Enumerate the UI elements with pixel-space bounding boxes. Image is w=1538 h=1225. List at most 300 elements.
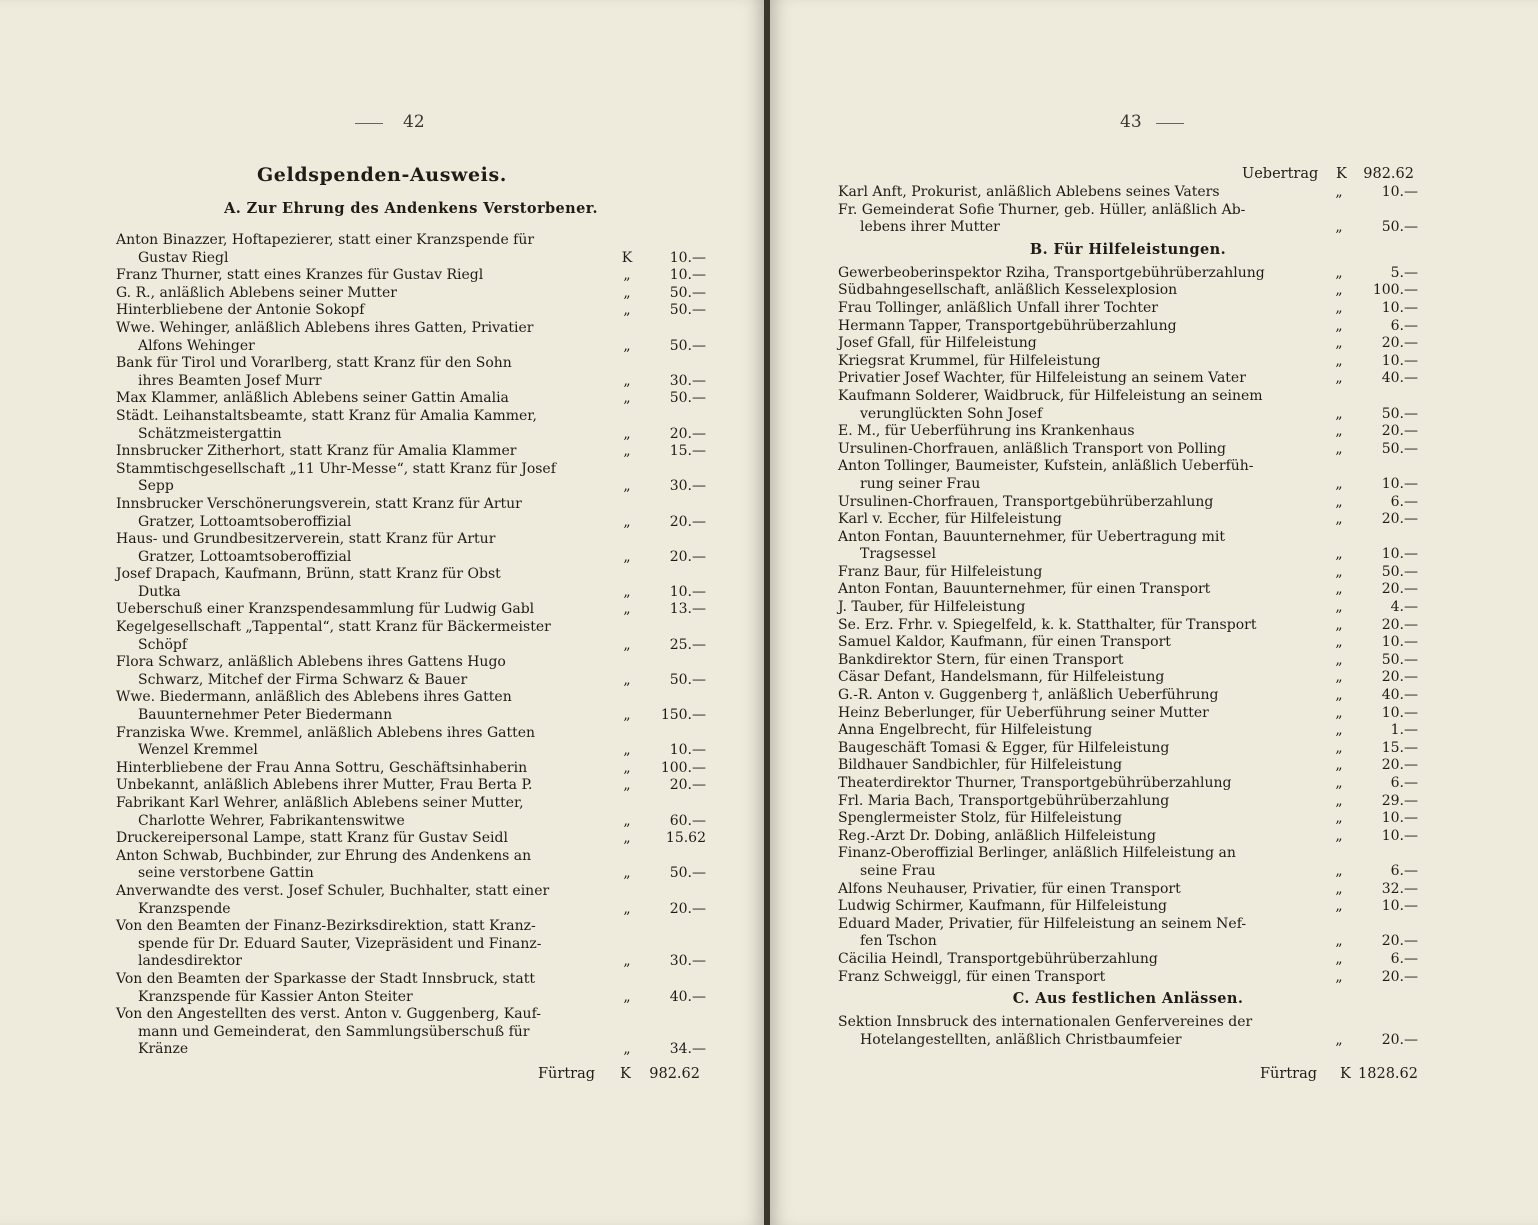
donation-amount: 6.— [1390,775,1418,791]
donation-entry [838,599,1418,617]
subtotal-amount: 1828.62 [1358,1066,1418,1082]
donation-amount: 50.— [669,337,706,354]
currency-mark: „ [623,601,631,618]
currency-mark: „ [1335,440,1343,457]
donation-entry [838,388,1418,423]
currency-mark: „ [1335,423,1343,440]
donation-amount: 50.— [669,865,706,882]
donation-amount: 50.— [1381,405,1418,422]
donation-amount: 20.— [1381,511,1418,528]
donor-text: Ludwig Schirmer, Kaufmann, für Hilfeleistung [838,898,1167,915]
currency-mark: „ [623,900,631,917]
donation-amount: 150.— [660,707,706,724]
currency-mark: „ [1335,898,1343,915]
donor-text-continued: Dutka [138,583,181,600]
currency-mark: „ [1335,880,1343,897]
donation-amount: 6.— [1390,317,1418,334]
currency-mark: „ [1335,1031,1343,1048]
donor-text: Franziska Wwe. Kremmel, anläßlich Ablebens ihres Gatten [116,724,536,741]
donation-amount: 34.— [669,1041,706,1058]
currency-mark: „ [623,1041,631,1058]
donor-text: Anna Engelbrecht, für Hilfeleistung [838,722,1093,739]
donation-entry [838,458,1418,493]
donor-text: Privatier Josef Wachter, für Hilfeleistung an seinem Vater [838,370,1246,387]
donor-text: Ursulinen-Chorfrauen, anläßlich Transport von Polling [838,440,1227,457]
donation-entry [116,390,706,408]
donor-text-continued: Bauunternehmer Peter Biedermann [138,707,393,724]
section-c-heading: C. Aus festlichen Anlässen. [1012,990,1244,1008]
subtotal-currency: K [1340,1066,1351,1082]
donor-text-continued: Kranzspende für Kassier Anton Steiter [138,988,413,1005]
donation-amount: 32.— [1381,880,1418,897]
currency-mark: „ [623,284,631,301]
donation-entry [116,883,706,918]
donor-text: Franz Schweiggl, für einen Transport [838,968,1106,985]
donation-amount: 15.— [669,443,706,460]
left-subtotal [520,1066,706,1086]
donation-amount: 50.— [669,390,706,407]
donation-amount: 10.— [1381,634,1418,651]
donation-entry [838,511,1418,529]
donor-text: Samuel Kaldor, Kaufmann, für einen Transport [838,634,1171,651]
carry-currency: K [1336,166,1347,182]
donation-amount: 4.— [1390,599,1418,616]
subtotal-amount: 982.62 [649,1066,700,1082]
donation-entry [838,335,1418,353]
donor-text: G. R., anläßlich Ablebens seiner Mutter [116,284,397,301]
donor-text-continued: seine verstorbene Gattin [138,865,314,882]
donor-text: Hinterbliebene der Frau Anna Sottru, Geschäftsinhaberin [116,759,528,776]
currency-mark: „ [1335,616,1343,633]
donation-amount: 20.— [1381,968,1418,985]
currency-mark: „ [623,443,631,460]
currency-mark: „ [1335,581,1343,598]
donor-text-continued: fen Tschon [860,933,937,950]
currency-mark: „ [1335,563,1343,580]
donation-amount: 30.— [669,372,706,389]
currency-mark: „ [1335,299,1343,316]
donor-text: Bankdirektor Stern, für einen Transport [838,651,1124,668]
donor-text-continued: Kranzspende [138,900,231,917]
donor-text: Eduard Mader, Privatier, für Hilfeleistung an seinem Nef- [838,915,1247,932]
currency-mark: „ [623,759,631,776]
currency-mark: „ [1335,599,1343,616]
left-page-number: 42 [403,112,425,132]
page-number-dash [355,123,383,124]
donation-entry [838,282,1418,300]
currency-mark: „ [1335,704,1343,721]
currency-mark: „ [1335,862,1343,879]
donation-amount: 50.— [1381,651,1418,668]
donation-amount: 10.— [1381,827,1418,844]
donation-entry [838,300,1418,318]
right-donation-list [838,184,1418,1049]
donation-amount: 100.— [1372,282,1418,299]
currency-mark: „ [1335,184,1343,200]
currency-mark: „ [623,830,631,847]
donor-text: Von den Angestellten des verst. Anton v. Guggenberg, Kauf- [116,1006,541,1023]
currency-mark: „ [623,583,631,600]
currency-mark: „ [1335,219,1343,236]
donor-text: Sektion Innsbruck des internationalen Genfervereines der [838,1014,1253,1031]
currency-mark: „ [623,513,631,530]
currency-mark: „ [1335,775,1343,791]
donation-amount: 50.— [1381,563,1418,580]
donation-amount: 10.— [1381,352,1418,369]
currency-mark: „ [1335,282,1343,299]
currency-mark: „ [1335,317,1343,334]
donor-text: J. Tauber, für Hilfeleistung [838,599,1026,616]
donation-entry [116,725,706,760]
currency-mark: „ [1335,687,1343,704]
donor-text: Bank für Tirol und Vorarlberg, statt Kranz für den Sohn [116,355,512,372]
donation-amount: 6.— [1390,493,1418,510]
donation-entry [838,828,1418,846]
donor-text: Se. Erz. Frhr. v. Spiegelfeld, k. k. Statthalter, für Transport [838,616,1257,633]
donation-amount: 50.— [669,671,706,688]
donation-entry [838,529,1418,564]
currency-mark: „ [1335,669,1343,686]
donor-text: Cäsar Defant, Handelsmann, für Hilfeleistung [838,669,1165,686]
donation-entry [116,848,706,883]
donation-entry [116,461,706,496]
currency-mark: „ [1335,757,1343,774]
donation-entry [838,202,1418,237]
currency-mark: „ [623,812,631,829]
currency-mark: „ [1335,968,1343,985]
currency-mark: „ [1335,352,1343,369]
donor-text: Anton Schwab, Buchbinder, zur Ehrung des Andenkens an [116,847,532,864]
donation-entry [838,881,1418,899]
donation-entry [838,951,1418,969]
donation-entry [116,654,706,689]
donor-text: Frl. Maria Bach, Transportgebührüberzahlung [838,792,1170,809]
right-page-number: 43 [1120,112,1142,132]
left-donation-list [116,232,706,1059]
donation-entry [116,496,706,531]
donor-text-continued: seine Frau [860,862,936,879]
donor-text: Ueberschuß einer Kranzspendesammlung für Ludwig Gabl [116,601,535,618]
donation-entry [838,652,1418,670]
carry-label: Uebertrag [1242,166,1319,182]
donation-entry [116,830,706,848]
currency-mark: „ [623,636,631,653]
donation-amount: 50.— [669,284,706,301]
donor-text: Kaufmann Solderer, Waidbruck, für Hilfeleistung an seinem [838,387,1263,404]
donation-entry [838,617,1418,635]
donor-text: Unbekannt, anläßlich Ablebens ihrer Mutter, Frau Berta P. [116,777,533,794]
currency-mark: „ [1335,722,1343,739]
donation-entry [838,669,1418,687]
donation-amount: 20.— [1381,423,1418,440]
donation-entry [838,969,1418,987]
donation-entry [116,971,706,1006]
currency-mark: „ [1335,933,1343,950]
currency-mark: „ [623,548,631,565]
donation-amount: 15.— [1381,739,1418,756]
donation-entry [116,443,706,461]
currency-mark: „ [1335,827,1343,844]
donor-text-continued: Alfons Wehinger [138,337,255,354]
donor-text: Gewerbeoberinspektor Rziha, Transportgebührüberzahlung [838,264,1265,281]
currency-mark: „ [623,742,631,759]
donation-entry [838,793,1418,811]
donation-amount: 10.— [1381,898,1418,915]
currency-mark: „ [1335,651,1343,668]
donor-text: Karl v. Eccher, für Hilfeleistung [838,511,1062,528]
donation-amount: 50.— [1381,219,1418,236]
currency-mark: „ [623,953,631,970]
donor-text: Anverwandte des verst. Josef Schuler, Buchhalter, statt einer [116,882,550,899]
currency-mark: „ [623,671,631,688]
donor-text: Anton Fontan, Bauunternehmer, für Uebertragung mit [838,528,1225,545]
donor-text: Spenglermeister Stolz, für Hilfeleistung [838,810,1122,827]
donation-amount: 50.— [669,302,706,319]
donation-entry [838,810,1418,828]
donation-amount: 20.— [669,777,706,794]
donor-text: Anton Tollinger, Baumeister, Kufstein, anläßlich Ueberfüh- [838,458,1254,475]
donation-entry [838,423,1418,441]
page-number-dash [1156,123,1184,124]
donor-text-continued: rung seiner Frau [860,475,981,492]
donor-text-continued: Gustav Riegl [138,249,229,266]
donation-entry [116,619,706,654]
donor-text: Fr. Gemeinderat Sofie Thurner, geb. Hüller, anläßlich Ab- [838,201,1246,218]
donor-text: Innsbrucker Verschönerungsverein, statt Kranz für Artur [116,495,522,512]
donor-text-continued: Sepp [138,478,174,495]
donor-text-continued: Schöpf [138,636,188,653]
donation-amount: 29.— [1381,792,1418,809]
subtotal-label: Fürtrag [1260,1066,1318,1082]
donor-text: Fabrikant Karl Wehrer, anläßlich Ablebens seiner Mutter, [116,795,524,811]
currency-mark: „ [623,372,631,389]
donation-amount: 20.— [669,548,706,565]
currency-mark: „ [1335,511,1343,528]
currency-mark: „ [623,988,631,1005]
donation-entry [116,267,706,285]
donation-entry [116,531,706,566]
donor-text-continued: Tragsessel [860,546,936,563]
donation-amount: 20.— [1381,1031,1418,1048]
donation-entry [116,408,706,443]
donor-text: Anton Binazzer, Hoftapezierer, statt einer Kranzspende für [116,232,535,248]
currency-mark: „ [623,425,631,442]
currency-mark: „ [623,865,631,882]
donation-entry [838,898,1418,916]
donation-amount: 50.— [1381,440,1418,457]
donation-entry [838,634,1418,652]
donation-amount: 20.— [1381,757,1418,774]
donation-amount: 60.— [669,812,706,829]
donor-text: Josef Drapach, Kaufmann, Brünn, statt Kranz für Obst [116,566,501,583]
donation-amount: 20.— [1381,335,1418,352]
donor-text-continued: Wenzel Kremmel [138,742,258,759]
subtotal-currency: K [620,1066,631,1082]
currency-mark: „ [1335,493,1343,510]
currency-mark: „ [623,707,631,724]
donor-text: Baugeschäft Tomasi & Egger, für Hilfeleistung [838,739,1170,756]
currency-mark: „ [1335,264,1343,281]
donor-text: Innsbrucker Zitherhort, statt Kranz für Amalia Klammer [116,443,517,460]
currency-mark: „ [623,478,631,495]
donor-text-continued: Schwarz, Mitchef der Firma Schwarz & Bauer [138,671,468,688]
donation-entry [116,320,706,355]
donation-entry [116,795,706,830]
donor-text: Von den Beamten der Finanz-Bezirksdirektion, statt Kranz- [116,918,536,935]
donor-text-continued: landesdirektor [138,953,242,970]
donation-amount: 40.— [669,988,706,1005]
currency-mark: „ [1335,335,1343,352]
donation-amount: 15.62 [665,830,706,847]
donation-entry [838,184,1418,202]
currency-mark: „ [623,390,631,407]
donation-amount: 10.— [669,583,706,600]
donor-text: E. M., für Ueberführung ins Krankenhaus [838,423,1135,440]
donation-amount: 6.— [1390,950,1418,967]
currency-mark: „ [623,302,631,319]
donation-entry [838,757,1418,775]
donation-entry [838,705,1418,723]
currency-mark: „ [1335,546,1343,563]
donation-entry [838,370,1418,388]
donor-text: Max Klammer, anläßlich Ablebens seiner Gattin Amalia [116,390,509,407]
donor-text: Franz Baur, für Hilfeleistung [838,563,1043,580]
subtotal-label: Fürtrag [538,1066,596,1082]
donation-amount: 10.— [1381,810,1418,827]
donation-amount: 100.— [660,759,706,776]
donor-text-continued: ihres Beamten Josef Murr [138,372,322,389]
carry-over [1230,166,1418,186]
donation-amount: 20.— [1381,616,1418,633]
donation-amount: 10.— [1381,546,1418,563]
donation-entry [116,355,706,390]
donor-text: Theaterdirektor Thurner, Transportgebührüberzahlung [838,775,1232,791]
donor-text: Städt. Leihanstaltsbeamte, statt Kranz für Amalia Kammer, [116,407,537,424]
donor-text: Südbahngesellschaft, anläßlich Kesselexplosion [838,282,1178,299]
donation-amount: 13.— [669,601,706,618]
donation-amount: 10.— [1381,704,1418,721]
donor-text: Kriegsrat Krummel, für Hilfeleistung [838,352,1101,369]
donation-entry [838,845,1418,880]
donor-text: Bildhauer Sandbichler, für Hilfeleistung [838,757,1123,774]
donation-amount: 10.— [1381,184,1418,200]
currency-mark: „ [623,337,631,354]
donation-amount: 20.— [669,900,706,917]
donor-text: Stammtischgesellschaft „11 Uhr-Messe“, statt Kranz für Josef [116,460,556,477]
donor-text: Cäcilia Heindl, Transportgebührüberzahlung [838,950,1158,967]
donation-entry [838,581,1418,599]
currency-mark: „ [1335,405,1343,422]
donation-amount: 6.— [1390,862,1418,879]
donor-text: Alfons Neuhauser, Privatier, für einen Transport [838,880,1181,897]
donation-entry [838,494,1418,512]
donor-text-continued: Gratzer, Lottoamtsoberoffizial [138,513,352,530]
donation-entry [116,918,706,971]
donor-text: Hermann Tapper, Transportgebührüberzahlung [838,317,1177,334]
donor-text: Josef Gfall, für Hilfeleistung [838,335,1037,352]
donation-entry [116,601,706,619]
donor-text-continued: Hotelangestellten, anläßlich Christbaumfeier [860,1031,1182,1048]
donation-entry [116,302,706,320]
donation-entry [838,1014,1418,1049]
donor-text-continued: Gratzer, Lottoamtsoberoffizial [138,548,352,565]
section-a-heading: A. Zur Ehrung des Andenkens Verstorbener. [224,200,598,217]
donor-text: Flora Schwarz, anläßlich Ablebens ihres Gattens Hugo [116,654,506,671]
donor-text-continued: mann und Gemeinderat, den Sammlungsüberschuß für [138,1023,530,1040]
donor-text-continued: Schätzmeistergattin [138,425,282,442]
donor-text-continued: spende für Dr. Eduard Sauter, Vizepräsident und Finanz- [138,935,542,952]
donation-entry [116,232,706,267]
right-subtotal [1230,1066,1418,1086]
currency-mark: „ [1335,475,1343,492]
carry-amount: 982.62 [1363,166,1414,182]
donor-text: Wwe. Biedermann, anläßlich des Ablebens ihres Gatten [116,689,512,706]
donation-entry [838,740,1418,758]
donor-text: Haus- und Grundbesitzerverein, statt Kranz für Artur [116,531,496,548]
donation-amount: 1.— [1390,722,1418,739]
donor-text: Hinterbliebene der Antonie Sokopf [116,302,365,319]
currency-mark: „ [1335,792,1343,809]
donor-text-continued: Kränze [138,1041,189,1058]
donation-amount: 20.— [669,513,706,530]
donor-text: Kegelgesellschaft „Tappental“, statt Kranz für Bäckermeister [116,619,551,636]
donation-amount: 20.— [1381,933,1418,950]
donation-amount: 25.— [669,636,706,653]
donation-entry [838,722,1418,740]
donation-amount: 30.— [669,478,706,495]
donor-text: Von den Beamten der Sparkasse der Stadt Innsbruck, statt [116,970,535,987]
donation-entry [838,687,1418,705]
donation-entry [116,285,706,303]
donor-text: Finanz-Oberoffizial Berlinger, anläßlich Hilfeleistung an [838,845,1236,862]
donor-text: Druckereipersonal Lampe, statt Kranz für Gustav Seidl [116,830,508,847]
donation-amount: 20.— [669,425,706,442]
currency-mark: „ [1335,810,1343,827]
donor-text: Anton Fontan, Bauunternehmer, für einen Transport [838,581,1211,598]
currency-mark: „ [1335,950,1343,967]
donor-text-continued: Charlotte Wehrer, Fabrikantenswitwe [138,812,405,829]
donation-amount: 10.— [1381,475,1418,492]
donation-entry [116,566,706,601]
donation-entry [116,760,706,778]
currency-mark: „ [1335,370,1343,387]
donor-text: Franz Thurner, statt eines Kranzes für Gustav Riegl [116,267,484,284]
donation-entry [838,564,1418,582]
donor-text: Ursulinen-Chorfrauen, Transportgebührüberzahlung [838,493,1214,510]
donation-entry [838,353,1418,371]
donation-amount: 40.— [1381,687,1418,704]
donor-text: Reg.-Arzt Dr. Dobing, anläßlich Hilfeleistung [838,827,1156,844]
donor-text: Heinz Beberlunger, für Ueberführung seiner Mutter [838,704,1209,721]
donation-amount: 10.— [669,742,706,759]
donation-entry [116,777,706,795]
donor-text: Wwe. Wehinger, anläßlich Ablebens ihres Gatten, Privatier [116,319,534,336]
donor-text: Karl Anft, Prokurist, anläßlich Ablebens seines Vaters [838,184,1220,200]
currency-mark: „ [623,267,631,284]
donor-text: G.-R. Anton v. Guggenberg †, anläßlich Ueberführung [838,687,1219,704]
page-title: Geldspenden-Ausweis. [256,164,507,186]
donation-amount: 10.— [1381,299,1418,316]
donor-text-continued: verunglückten Sohn Josef [860,405,1043,422]
donor-text: Frau Tollinger, anläßlich Unfall ihrer Tochter [838,299,1158,316]
donation-amount: 20.— [1381,581,1418,598]
donation-amount: 10.— [669,267,706,284]
donation-amount: 30.— [669,953,706,970]
donation-amount: 10.— [669,249,706,266]
currency-mark: K [621,249,633,266]
currency-mark: „ [623,777,631,794]
donation-entry [116,689,706,724]
